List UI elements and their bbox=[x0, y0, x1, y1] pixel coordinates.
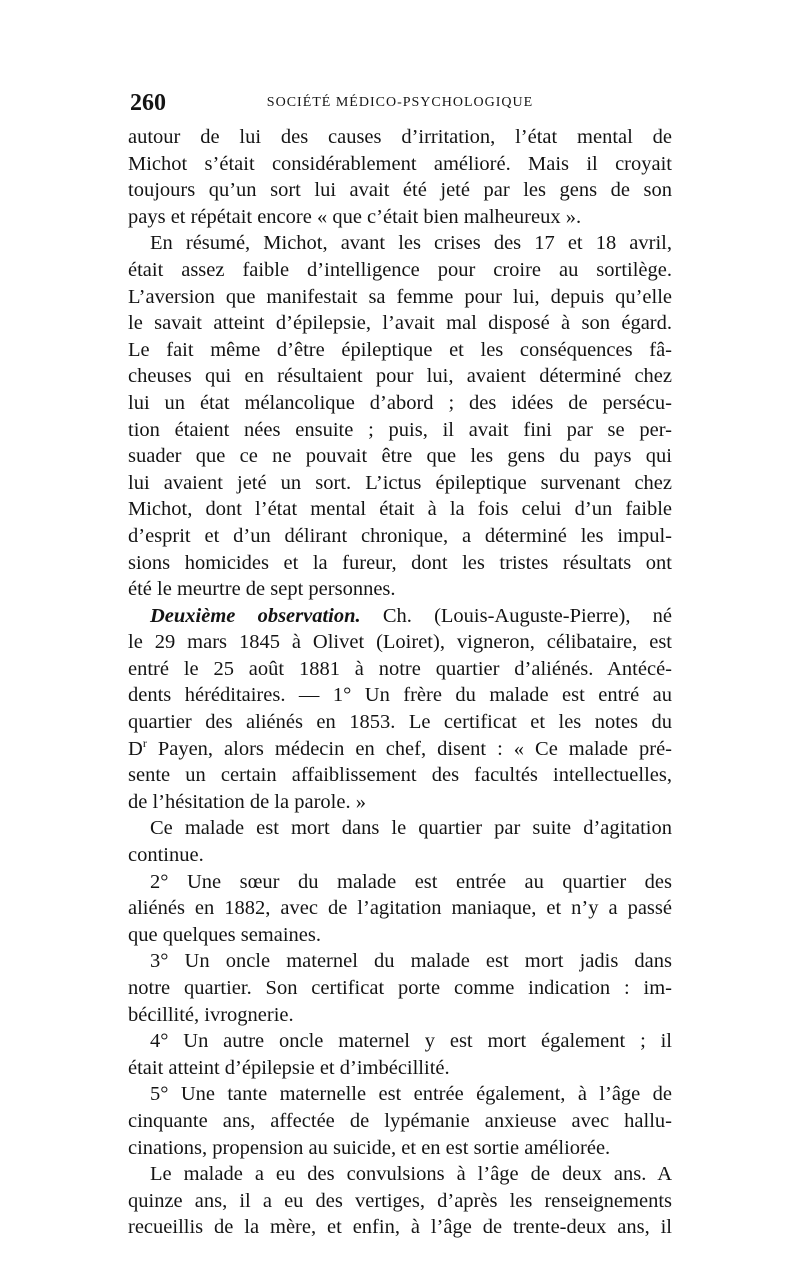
text-line: lui un état mélancolique d’abord ; des idées de persécu- bbox=[128, 391, 672, 414]
text-line: cinquante ans, affectée de lypémanie anxieuse avec hallu- bbox=[128, 1109, 672, 1132]
text-line: d’esprit et d’un délirant chronique, a déterminé les impul- bbox=[128, 524, 672, 547]
text-line: été le meurtre de sept personnes. bbox=[128, 578, 396, 601]
text-line: dents héréditaires. — 1° Un frère du malade est entré au bbox=[128, 684, 672, 707]
text-line: 2° Une sœur du malade est entrée au quartier des bbox=[150, 870, 672, 893]
text-line: Michot s’était considérablement amélioré. Mais il croyait bbox=[128, 152, 672, 175]
text-line: Michot, dont l’état mental était à la fois celui d’un faible bbox=[128, 498, 672, 521]
text-line: autour de lui des causes d’irritation, l’état mental de bbox=[128, 126, 672, 148]
text-line: bécillité, ivrognerie. bbox=[128, 1003, 294, 1026]
text-line: continue. bbox=[128, 844, 204, 867]
text-line: L’aversion que manifestait sa femme pour lui, depuis qu’elle bbox=[128, 285, 672, 308]
text-line bbox=[128, 736, 672, 763]
text-line: de l’hésitation de la parole. » bbox=[128, 790, 366, 813]
text-line: cinations, propension au suicide, et en est sortie améliorée. bbox=[128, 1136, 611, 1159]
text-line: lui avaient jeté un sort. L’ictus épileptique survenant chez bbox=[128, 471, 672, 494]
text-line: 4° Un autre oncle maternel y est mort également ; il bbox=[150, 1030, 672, 1053]
doctor-line-text: Payen, alors médecin en chef, disent : « Ce malade pré- bbox=[146, 737, 672, 760]
text-line: cheuses qui en résultaient pour lui, avaient déterminé chez bbox=[128, 365, 672, 388]
journal-title: SOCIÉTÉ MÉDICO-PSYCHOLOGIQUE bbox=[266, 95, 534, 110]
text-line: tion étaient nées ensuite ; puis, il avait fini par se per- bbox=[128, 418, 672, 441]
text-line: Le fait même d’être épileptique et les conséquences fâ- bbox=[128, 338, 672, 361]
text-line: toujours qu’un sort lui avait été jeté par les gens de son bbox=[128, 179, 672, 202]
text-line: notre quartier. Son certificat porte comme indication : im- bbox=[128, 977, 672, 999]
page-number: 260 bbox=[130, 90, 166, 116]
text-line bbox=[128, 603, 672, 630]
doctor-abbreviation: D bbox=[128, 737, 143, 760]
running-head bbox=[130, 88, 670, 118]
text-line: était atteint d’épilepsie et d’imbécillité. bbox=[128, 1056, 450, 1079]
doctor-abbreviation-superscript: r bbox=[142, 735, 147, 750]
observation-heading-text: Ch. (Louis-Auguste-Pierre), né bbox=[360, 604, 672, 627]
text-line: quinze ans, il a eu des vertiges, d’après les renseignements bbox=[128, 1189, 672, 1212]
text-line: recueillis de la mère, et enfin, à l’âge de trente-deux ans, il bbox=[128, 1216, 672, 1239]
text-line: était assez faible d’intelligence pour croire au sortilège. bbox=[128, 258, 672, 281]
body-text bbox=[128, 124, 672, 1241]
text-line: pays et répétait encore « que c’était bien malheureux ». bbox=[128, 205, 582, 228]
text-line: suader que ce ne pouvait être que les gens du pays qui bbox=[128, 445, 672, 468]
text-line: le savait atteint d’épilepsie, l’avait mal disposé à son égard. bbox=[128, 312, 672, 335]
text-line: 5° Une tante maternelle est entrée également, à l’âge de bbox=[150, 1083, 672, 1106]
text-line: Ce malade est mort dans le quartier par suite d’agitation bbox=[150, 817, 672, 840]
text-line: aliénés en 1882, avec de l’agitation maniaque, et n’y a passé bbox=[128, 897, 672, 920]
text-line: le 29 mars 1845 à Olivet (Loiret), vigneron, célibataire, est bbox=[128, 631, 672, 654]
text-line: entré le 25 août 1881 à notre quartier d’aliénés. Antécé- bbox=[128, 657, 672, 680]
text-line: sente un certain affaiblissement des facultés intellectuelles, bbox=[128, 764, 672, 787]
observation-heading: Deuxième observation. bbox=[150, 604, 361, 627]
text-line: que quelques semaines. bbox=[128, 923, 321, 946]
text-line: 3° Un oncle maternel du malade est mort jadis dans bbox=[150, 950, 672, 973]
text-line: En résumé, Michot, avant les crises des 17 et 18 avril, bbox=[150, 232, 672, 255]
text-line: sions homicides et la fureur, dont les tristes résultats ont bbox=[128, 551, 672, 574]
text-line: Le malade a eu des convulsions à l’âge de deux ans. A bbox=[150, 1163, 672, 1186]
text-line: quartier des aliénés en 1853. Le certificat et les notes du bbox=[128, 711, 672, 734]
